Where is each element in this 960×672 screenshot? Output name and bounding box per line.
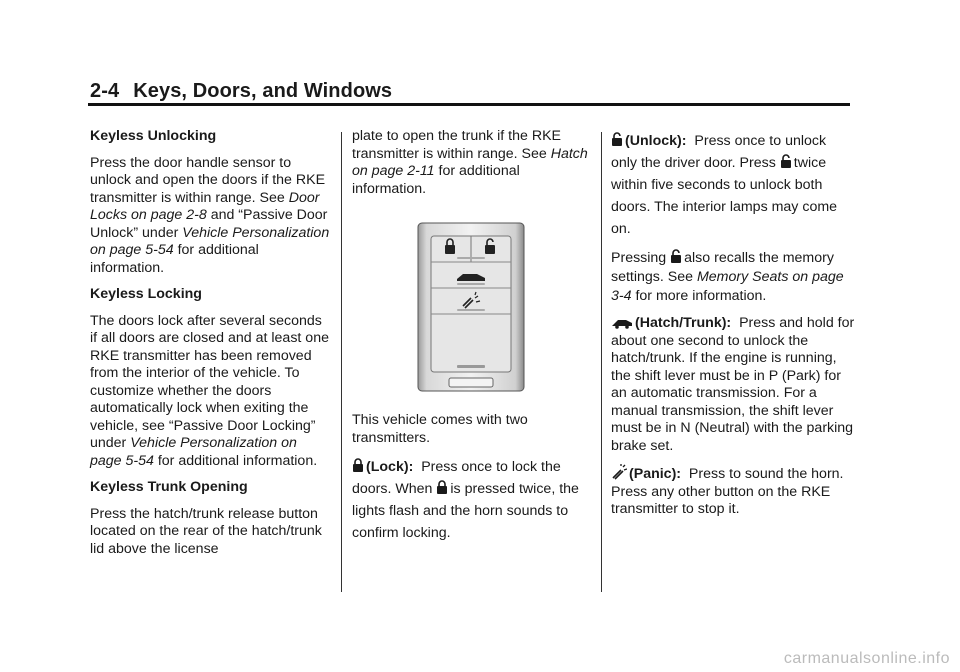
column-3 [611, 130, 856, 528]
panic-label: (Panic): [629, 466, 682, 482]
text: Pressing [611, 250, 671, 266]
text: for additional information. [90, 242, 259, 276]
watermark: carmanualsonline.info [783, 650, 950, 667]
lock-icon [436, 480, 448, 495]
header-rule [88, 103, 850, 106]
text: Press once to lock the doors. When [352, 459, 561, 497]
column-divider-1 [341, 132, 342, 592]
heading-keyless-locking: Keyless Locking [90, 286, 202, 302]
unlock-icon [670, 249, 682, 264]
paragraph-transmitters: This vehicle comes with two transmitters. [352, 412, 528, 446]
link-vehicle-personalization-2[interactable]: Vehicle Personalization on page 5-54 [90, 435, 297, 469]
hatch-label: (Hatch/Trunk): [635, 315, 732, 331]
unlock-icon [611, 132, 623, 147]
text: Press once to unlock only the driver door. Press [611, 133, 827, 171]
heading-keyless-trunk-opening: Keyless Trunk Opening [90, 479, 248, 495]
column-1 [90, 128, 330, 567]
panic-icon [611, 464, 627, 480]
column-2-lower [352, 412, 592, 553]
unlock-icon [780, 154, 792, 169]
section-title: Keys, Doors, and Windows [133, 80, 393, 102]
text: Press and hold for about one second to unlock the hatch/trunk. If the engine is running, the shift lever must be in P (Park) for an automatic transmission. For a manual transmission, the shift lever must be in N (Neutral) with the parking brake set. [611, 315, 855, 454]
paragraph-keyless-trunk: Press the hatch/trunk release button located on the rear of the hatch/trunk lid above the license [90, 505, 322, 557]
text: plate to open the trunk if the RKE transmitter is within range. See [352, 128, 562, 162]
text: and “Passive Door Unlock” under [90, 207, 328, 241]
text: also recalls the memory settings. See [611, 250, 834, 285]
paragraph-panic [611, 464, 856, 519]
page-header [90, 80, 392, 103]
paragraph-hatch [611, 315, 856, 455]
text: twice within five seconds to unlock both doors. The interior lamps may come on. [611, 155, 838, 237]
text: The doors lock after several seconds if all doors are closed and at least one RKE transmitter has been removed from the interior of the vehicle. To customize whether the doors automatically lock when exiting the vehicle, see “Passive Door Locking” under [90, 312, 329, 451]
hatch-icon [611, 317, 633, 329]
paragraph-trunk-cont [352, 128, 592, 198]
link-door-locks[interactable]: Door Locks on page 2-8 [90, 189, 320, 223]
paragraph-keyless-locking [90, 313, 330, 471]
lock-icon [352, 458, 364, 473]
link-hatch[interactable]: Hatch on page 2-11 [352, 145, 588, 179]
section-number: 2-4 [90, 80, 120, 102]
text: Press to sound the horn. Press any other button on the RKE transmitter to stop it. [611, 466, 844, 517]
unlock-label: (Unlock): [625, 133, 687, 149]
paragraph-unlock [611, 130, 856, 240]
text: Press the door handle sensor to unlock and open the doors if the RKE transmitter is within range. See [90, 154, 326, 206]
link-memory-seats[interactable]: Memory Seats on page 3-4 [611, 269, 844, 304]
key-fob-illustration [417, 222, 525, 392]
text: for more information. [631, 288, 767, 304]
link-vehicle-personalization[interactable]: Vehicle Personalization on page 5-54 [90, 224, 330, 258]
column-2 [352, 128, 592, 207]
heading-keyless-unlocking: Keyless Unlocking [90, 128, 217, 144]
paragraph-lock [352, 456, 592, 544]
lock-label: (Lock): [366, 459, 414, 475]
column-divider-2 [601, 132, 602, 592]
text: for additional information. [352, 163, 520, 197]
text: is pressed twice, the lights flash and the horn sounds to confirm locking. [352, 481, 579, 541]
text: for additional information. [153, 452, 318, 469]
paragraph-keyless-unlocking [90, 155, 330, 278]
paragraph-memory [611, 249, 856, 306]
